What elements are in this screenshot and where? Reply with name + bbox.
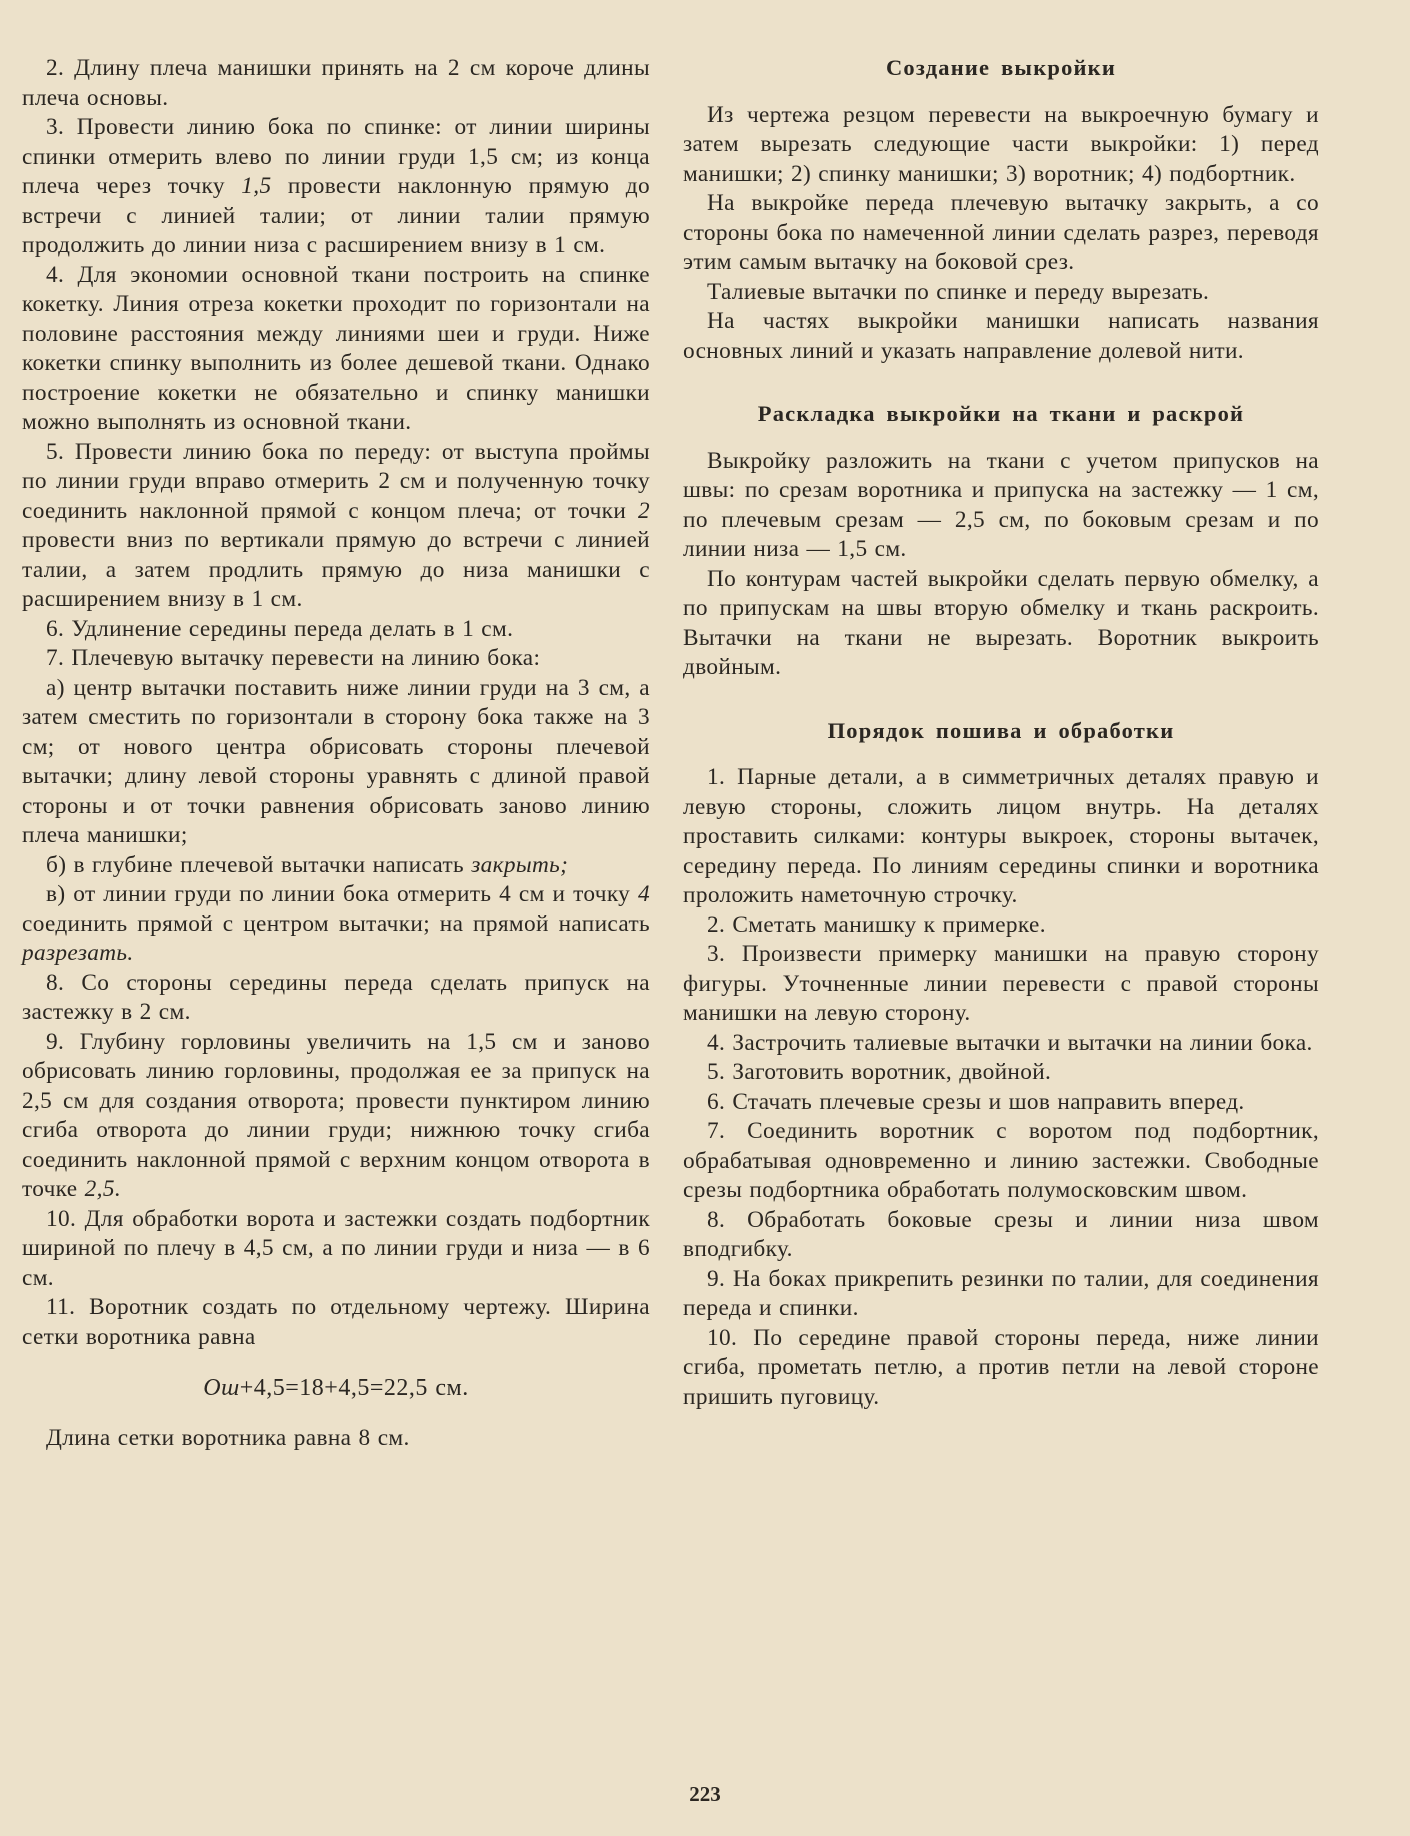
paragraph: а) центр вытачки поставить ниже линии груди на 3 см, а затем сместить по горизонтали в сторону бока также на 3 см; от нового центра обрисовать стороны плечевой вытачки; длину левой стороны уравнять с длиной правой стороны и от точки равнения обрисовать заново линию плеча манишки;	[22, 674, 650, 848]
paragraph: 8. Обработать боковые срезы и линии низа швом вподгибку.	[683, 1206, 1319, 1262]
paragraph: 2. Сметать манишку к примерке.	[707, 911, 1046, 938]
paragraph: На частях выкройки манишки написать названия основных линий и указать направление долевой нити.	[683, 308, 1319, 364]
paragraph: На выкройке переда плечевую вытачку закрыть, а со стороны бока по намеченной линии сделать разрез, переводя этим самым вытачку на боковой срез.	[683, 190, 1319, 275]
paragraph: Длина сетки воротника равна 8 см.	[46, 1424, 410, 1451]
paragraph: 8. Со стороны середины переда сделать припуск на застежку в 2 см.	[22, 969, 650, 1025]
paragraph: 2. Длину плеча манишки принять на 2 см короче длины плеча основы.	[22, 55, 650, 111]
paragraph: 6. Стачать плечевые срезы и шов направить вперед.	[707, 1088, 1245, 1115]
paragraph: 4. Застрочить талиевые вытачки и вытачки на линии бока.	[707, 1029, 1313, 1056]
paragraph: По контурам частей выкройки сделать первую обмелку, а по припускам на швы вторую обмелку и ткань раскроить. Вытачки на ткани не вырезать. Воротник выкроить двойным.	[683, 565, 1319, 680]
paragraph: Выкройку разложить на ткани с учетом припусков на швы: по срезам воротника и припуска на застежку — 1 см, по плечевым срезам — 2,5 см, по боковым срезам и по линии низа — 1,5 см.	[683, 447, 1319, 562]
right-column	[683, 54, 1319, 1412]
page-number: 223	[689, 1782, 721, 1806]
paragraph: 5. Провести линию бока по переду: от выступа проймы по линии груди вправо отмерить 2 см и полученную точку соединить наклонной прямой с концом плеча; от точки 2 провести вниз по вертикали прямую до встречи с линией талии, а затем продлить прямую до низа манишки с расширением внизу в 1 см.	[22, 438, 650, 612]
paragraph: 9. Глубину горловины увеличить на 1,5 см и заново обрисовать линию горловины, продолжая ее за припуск на 2,5 см для создания отворота; провести пунктиром линию сгиба отворота до линии груди; нижнюю точку сгиба соединить наклонной прямой с верхним концом отворота в точке 2,5.	[22, 1028, 650, 1202]
paragraph: 9. На боках прикрепить резинки по талии, для соединения переда и спинки.	[683, 1265, 1319, 1321]
paragraph: 7. Соединить воротник с воротом под подбортник, обрабатывая одновременно и линию застежки. Свободные срезы подбортника обработать полумосковским швом.	[683, 1118, 1319, 1203]
paragraph: 7. Плечевую вытачку перевести на линию бока:	[46, 645, 541, 671]
paragraph: 6. Удлинение середины переда делать в 1 см.	[46, 615, 514, 642]
paragraph: Талиевые вытачки по спинке и переду вырезать.	[707, 278, 1210, 305]
section-heading: Порядок пошива и обработки	[827, 717, 1175, 743]
paragraph: 11. Воротник создать по отдельному чертежу. Ширина сетки воротника равна	[22, 1294, 650, 1350]
section-heading: Создание выкройки	[885, 55, 1117, 80]
paragraph: Из чертежа резцом перевести на выкроечную бумагу и затем вырезать следующие части выкройки: 1) перед манишки; 2) спинку манишки; 3) воротник; 4) подбортник.	[683, 101, 1319, 187]
paragraph: б) в глубине плечевой вытачки написать закрыть;	[46, 851, 569, 878]
left-column	[22, 54, 650, 1453]
paragraph: 3. Произвести примерку манишки на правую сторону фигуры. Уточненные линии перевести с правой стороны манишки на левую сторону.	[683, 941, 1319, 1026]
paragraph: 5. Заготовить воротник, двойной.	[707, 1059, 1052, 1085]
paragraph: в) от линии груди по линии бока отмерить 4 см и точку 4 соединить прямой с центром вытачки; на прямой написать разрезать.	[22, 881, 650, 966]
paragraph: 1. Парные детали, а в симметричных деталях правую и левую стороны, сложить лицом внутрь. На деталях проставить силками: контуры выкроек, стороны вытачек, середину переда. По линиям середины спинки и воротника проложить наметочную строчку.	[683, 764, 1319, 908]
section-heading: Раскладка выкройки на ткани и раскрой	[757, 401, 1245, 426]
paragraph: 4. Для экономии основной ткани построить на спинке кокетку. Линия отреза кокетки проходит по горизонтали на половине расстояния между линиями шеи и груди. Ниже кокетки спинку выполнить из более дешевой ткани. Однако построение кокетки не обязательно и спинку манишки можно выполнять из основной ткани.	[22, 261, 650, 435]
paragraph: 3. Провести линию бока по спинке: от линии ширины спинки отмерить влево по линии груди 1,5 см; из конца плеча через точку 1,5 провести наклонную прямую до встречи с линией талии; от линии талии прямую продолжить до линии низа с расширением внизу в 1 см.	[22, 114, 650, 258]
paragraph: 10. По середине правой стороны переда, ниже линии сгиба, прометать петлю, а против петли на левой стороне пришить пуговицу.	[683, 1324, 1319, 1410]
paragraph: 10. Для обработки ворота и застежки создать подбортник шириной по плечу в 4,5 см, а по линии груди и низа — в 6 см.	[22, 1205, 650, 1291]
formula: Ош+4,5=18+4,5=22,5 см.	[203, 1375, 469, 1401]
